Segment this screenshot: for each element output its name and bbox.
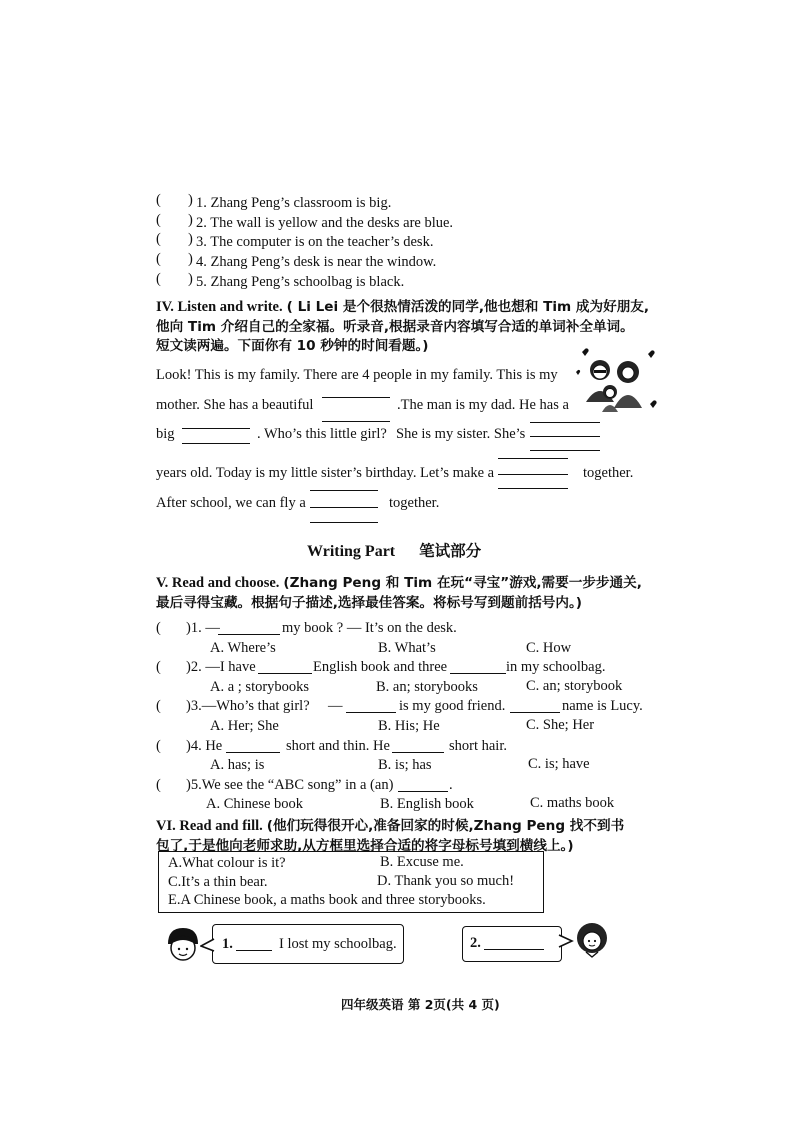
question-text: name is Lucy. — [562, 698, 643, 714]
answer-paren-close: ) — [188, 231, 193, 247]
bubble-number: 1. — [222, 936, 233, 952]
section-instructions: (Zhang Peng 和 Tim 在玩“寻宝”游戏,需要一步步通关, — [283, 575, 642, 591]
blank-line[interactable] — [236, 950, 272, 951]
answer-paren[interactable]: ( — [156, 271, 161, 287]
answer-paren-close: ) — [188, 271, 193, 287]
answer-paren-close: ) — [188, 192, 193, 208]
page-footer: 四年级英语 第 2页(共 4 页) — [341, 997, 500, 1012]
passage-line: years old. Today is my little sister’s birthday. — [156, 465, 417, 481]
question-number: )2. —I have — [186, 659, 256, 675]
blank-line-3[interactable] — [530, 436, 600, 437]
passage-line: .The man is my dad. He has a — [397, 397, 569, 413]
answer-paren[interactable]: ( — [156, 738, 161, 754]
blank-line[interactable] — [484, 949, 544, 950]
option-b[interactable]: B. What’s — [378, 640, 436, 656]
section-heading: VI. Read and fill. — [156, 818, 263, 834]
question-text: my book ? — It’s on the desk. — [282, 620, 457, 636]
blank-line[interactable] — [226, 752, 280, 753]
question-text: short hair. — [449, 738, 507, 754]
statement-text: 1. Zhang Peng’s classroom is big. — [196, 195, 392, 211]
answer-paren-close: ) — [188, 251, 193, 267]
option-b[interactable]: B. an; storybooks — [376, 679, 478, 695]
blank-line[interactable] — [218, 634, 280, 635]
blank-line[interactable] — [258, 673, 312, 674]
family-illustration — [570, 342, 660, 420]
question-number: )4. He — [186, 738, 223, 754]
question-text: — — [328, 698, 343, 714]
choice-e: E.A Chinese book, a maths book and three storybooks. — [168, 892, 486, 908]
blank-line[interactable] — [346, 712, 396, 713]
question-text: is my good friend. — [399, 698, 506, 714]
option-c[interactable]: C. is; have — [528, 756, 590, 772]
question-text: . — [449, 777, 453, 793]
passage-line: big — [156, 426, 175, 442]
blank-line[interactable] — [450, 673, 506, 674]
choice-a: A.What colour is it? — [168, 855, 286, 871]
choice-b: B. Excuse me. — [380, 854, 464, 870]
blank-line-4[interactable] — [498, 458, 568, 459]
question-text: in my schoolbag. — [506, 659, 606, 675]
blank-line-5[interactable] — [310, 490, 378, 491]
answer-paren[interactable]: ( — [156, 698, 161, 714]
blank-line-4[interactable] — [498, 488, 568, 489]
blank-line-3[interactable] — [530, 422, 600, 423]
option-a[interactable]: A. a ; storybooks — [210, 679, 310, 695]
passage-line: After school, we can fly a — [156, 495, 306, 511]
writing-part-title: Writing Part 笔试部分 — [307, 542, 482, 560]
question-number: )3.—Who’s that girl? — [186, 698, 310, 714]
passage-line: together. — [389, 495, 440, 511]
passage-line: She is my sister. She’s — [396, 426, 526, 442]
blank-line-3[interactable] — [530, 450, 600, 451]
answer-paren[interactable]: ( — [156, 620, 161, 636]
option-c[interactable]: C. an; storybook — [526, 678, 623, 694]
blank-line-1[interactable] — [322, 421, 390, 422]
question-number: )1. — — [186, 620, 220, 636]
blank-line-1[interactable] — [322, 397, 390, 398]
answer-paren[interactable]: ( — [156, 659, 161, 675]
bubble-text: I lost my schoolbag. — [279, 936, 397, 952]
blank-line-4[interactable] — [498, 474, 568, 475]
statement-text: 4. Zhang Peng’s desk is near the window. — [196, 254, 437, 270]
blank-line[interactable] — [398, 791, 448, 792]
option-c[interactable]: C. She; Her — [526, 717, 595, 733]
answer-paren[interactable]: ( — [156, 251, 161, 267]
section-heading: V. Read and choose. — [156, 575, 280, 591]
blank-line-5[interactable] — [310, 507, 378, 508]
blank-line-5[interactable] — [310, 522, 378, 523]
section-instructions: 最后寻得宝藏。根据句子描述,选择最佳答案。将标号写到题前括号内。) — [156, 595, 582, 611]
teacher-illustration — [572, 920, 612, 960]
choice-d: D. Thank you so much! — [377, 873, 515, 889]
answer-paren[interactable]: ( — [156, 231, 161, 247]
option-c[interactable]: C. How — [526, 640, 572, 656]
section-heading: IV. Listen and write. — [156, 299, 283, 315]
blank-line[interactable] — [392, 752, 444, 753]
statement-text: 3. The computer is on the teacher’s desk. — [196, 234, 434, 250]
option-b[interactable]: B. is; has — [378, 757, 432, 773]
boy-illustration — [164, 926, 202, 966]
option-c[interactable]: C. maths book — [530, 795, 615, 811]
passage-line: . Who’s this little girl? — [257, 426, 387, 442]
bubble-tail — [200, 938, 216, 952]
passage-line: Look! This is my family. There are 4 people in my family. This is my — [156, 367, 558, 383]
bubble-number: 2. — [470, 935, 481, 951]
question-text: short and thin. He — [286, 738, 390, 754]
question-text: English book and three — [313, 659, 448, 675]
question-number: )5.We see the “ABC song” in a (an) — [186, 777, 394, 793]
answer-paren[interactable]: ( — [156, 192, 161, 208]
answer-paren[interactable]: ( — [156, 212, 161, 228]
option-a[interactable]: A. Where’s — [210, 640, 276, 656]
option-b[interactable]: B. His; He — [378, 718, 440, 734]
blank-line-2[interactable] — [182, 443, 250, 444]
option-a[interactable]: A. Her; She — [210, 718, 279, 734]
answer-paren-close: ) — [188, 212, 193, 228]
blank-line-2[interactable] — [182, 428, 250, 429]
answer-paren[interactable]: ( — [156, 777, 161, 793]
choice-c: C.It’s a thin bear. — [168, 874, 268, 890]
section-instructions: 他向 Tim 介绍自己的全家福。听录音,根据录音内容填写合适的单词补全单词。 — [156, 319, 634, 335]
option-b[interactable]: B. English book — [380, 796, 474, 812]
statement-text: 2. The wall is yellow and the desks are blue. — [196, 215, 454, 231]
passage-line: mother. She has a beautiful — [156, 397, 314, 413]
section-instructions: (他们玩得很开心,准备回家的时候,Zhang Peng 找不到书 — [266, 818, 625, 834]
blank-line[interactable] — [510, 712, 560, 713]
option-a[interactable]: A. Chinese book — [206, 796, 304, 812]
option-a[interactable]: A. has; is — [210, 757, 265, 773]
passage-line: together. — [583, 465, 634, 481]
passage-line: Let’s make a — [420, 465, 495, 481]
section-instructions: 包了,于是他向老师求助,从方框里选择合适的将字母标号填到横线上。) — [156, 838, 574, 854]
statement-text: 5. Zhang Peng’s schoolbag is black. — [196, 274, 405, 290]
section-instructions: 短文读两遍。下面你有 10 秒钟的时间看题。) — [156, 338, 429, 354]
section-instructions: ( Li Lei 是个很热情活泼的同学,他也想和 Tim 成为好朋友, — [286, 299, 650, 315]
